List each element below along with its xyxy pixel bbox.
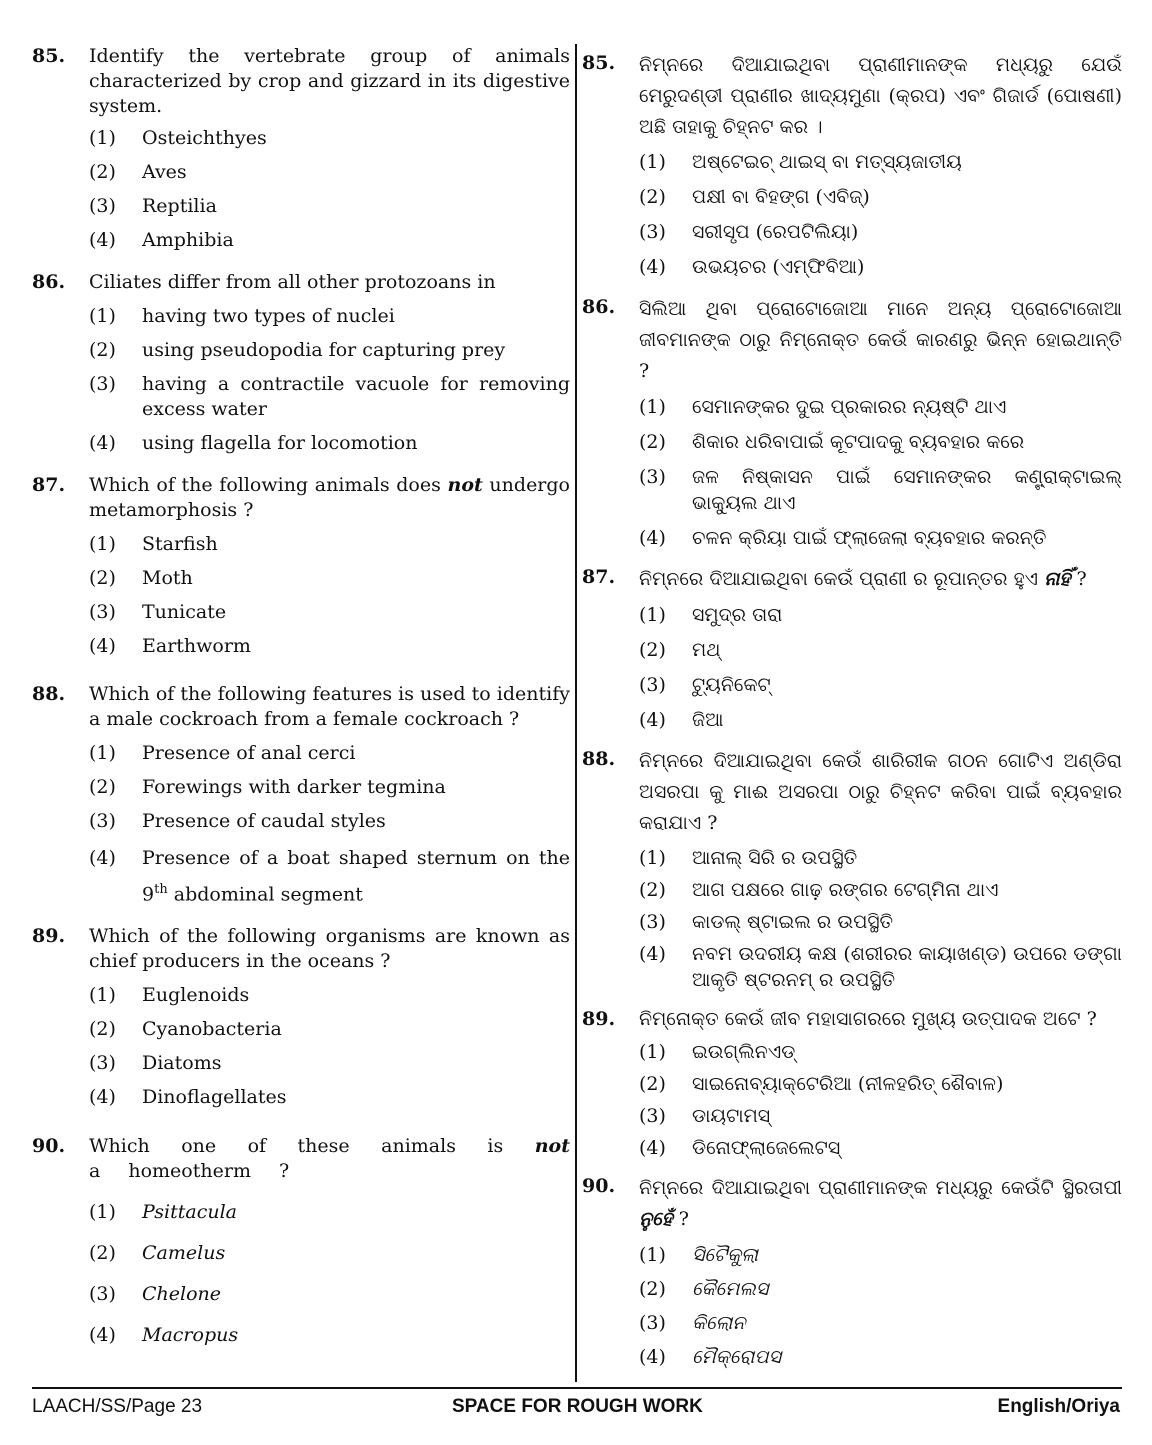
option-number: (1) [639, 1244, 666, 1266]
option-number: (3) [639, 674, 666, 696]
question-text [639, 1173, 1122, 1235]
page-code: LAACH/SS/Page 23 [32, 1396, 203, 1417]
option-text: ଚଳନ କ୍ରିୟା ପାଇଁ ଫ୍ଲାଜେଲା ବ୍ୟବହାର କରନ୍ତି [692, 527, 1047, 549]
question-number: 87. [582, 566, 616, 588]
option-text: ମୈକ୍ରୋପସ [692, 1346, 781, 1368]
option-text: ଟ୍ୟୁନିକେଟ୍ [692, 674, 771, 696]
option-number: (4) [639, 943, 666, 965]
option-number: (4) [89, 432, 116, 454]
option-number: (2) [89, 776, 116, 798]
option-text: Macropus [142, 1324, 239, 1347]
option-number: (3) [89, 601, 116, 623]
option-number: (3) [89, 373, 116, 395]
option-text: Chelone [142, 1283, 222, 1306]
option-text: କାଡଲ୍ ଷ୍ଟାଇଲ ର ଉପସ୍ଥିତି [692, 911, 894, 933]
option-number: (3) [639, 911, 666, 933]
question-text: ସିଲିଆ ଥିବା ପ୍ରୋଟୋଜୋଆ ମାନେ ଅନ୍ୟ ପ୍ରୋଟୋଜୋଆ ଜୀବମାନଙ୍କ ଠାରୁ ନିମ୍ନୋକ୍ତ କେଉଁ କାରଣରୁ ଭିନ୍ନ ହୋଇଥାନ୍ତି ? [639, 298, 1122, 382]
question-85-oriya [582, 50, 1122, 280]
option-text: ଜିଆ [692, 709, 724, 731]
question-88-oriya [582, 746, 1122, 993]
question-90-oriya [582, 1173, 1122, 1370]
option-text: using pseudopodia for capturing prey [142, 339, 506, 361]
option-text: ସମୁଦ୍ର ତାରା [692, 604, 783, 626]
option-text: having two types of nuclei [142, 305, 395, 327]
option-text: କିଲୋନ [692, 1312, 746, 1334]
question-emphasis: ନୁହେଁ [639, 1208, 673, 1230]
option-number: (3) [89, 1052, 116, 1075]
question-87 [32, 473, 570, 659]
question-87-oriya [582, 564, 1122, 733]
option-text: ଡାୟଟାମସ୍ [692, 1105, 771, 1127]
option-text: ଇଉଗ୍ଲିନଏଡ୍ [692, 1041, 796, 1063]
option-text: ଡିନୋଫ୍ଲାଜେଲେଟସ୍ [692, 1137, 841, 1159]
question-89 [32, 924, 570, 1110]
question-text-part: ନିମ୍ନରେ ଦିଆଯାଇଥିବା କେଉଁ ପ୍ରାଣୀ ର ରୂପାନ୍ତର ହୁଏ [639, 568, 1045, 590]
question-text-part: ? [672, 1208, 689, 1230]
option-text: Presence of anal cerci [142, 742, 356, 764]
question-number: 88. [32, 683, 66, 705]
option-number: (4) [639, 709, 666, 731]
option-number: (1) [639, 396, 666, 418]
option-text: Reptilia [142, 195, 217, 217]
question-text: Which of the following organisms are known as chief producers in the oceans ? [89, 925, 570, 973]
option-text: Amphibia [142, 229, 234, 251]
option-text-part: abdominal segment [167, 883, 363, 906]
option-text: ଆଗ ପକ୍ଷରେ ଗାଢ଼ ରଙ୍ଗର ଟେଗ୍‌ମିନା ଥାଏ [692, 879, 999, 901]
rough-work-label: SPACE FOR ROUGH WORK [452, 1396, 703, 1417]
question-text [89, 473, 570, 523]
question-number: 89. [582, 1008, 616, 1030]
option-number: (4) [89, 1324, 116, 1347]
question-86-oriya [582, 294, 1122, 551]
question-text-part: ନିମ୍ନରେ ଦିଆଯାଇଥିବା ପ୍ରାଣୀମାନଙ୍କ ମଧ୍ୟରୁ କେଉଁଟି ସ୍ଥିରତାପୀ [639, 1177, 1122, 1199]
option-number: (2) [639, 186, 666, 208]
option-number: (4) [89, 1086, 116, 1109]
option-text: Starfish [142, 533, 218, 555]
question-number: 87. [32, 474, 66, 496]
question-text-part: undergo metamorphosis ? [89, 474, 570, 521]
option-text: Tunicate [142, 601, 227, 623]
option-number: (1) [89, 742, 116, 764]
question-number: 89. [32, 925, 66, 948]
question-text: Ciliates differ from all other protozoans in [89, 271, 496, 293]
option-number: (2) [639, 879, 666, 901]
option-text: Presence of caudal styles [142, 810, 386, 832]
option-text: Aves [142, 161, 187, 183]
option-number: (4) [89, 229, 116, 251]
option-text: having a contractile vacuole for removing excess water [142, 373, 570, 420]
option-text: ଶିକାର ଧରିବାପାଇଁ କୂଟପାଦକୁ ବ୍ୟବହାର କରେ [692, 431, 1025, 453]
option-number: (4) [639, 527, 666, 549]
option-number: (1) [89, 127, 116, 149]
option-text-part: Presence of a boat shaped sternum on the 9 [142, 847, 570, 906]
question-90 [32, 1134, 570, 1348]
option-number: (2) [639, 1278, 666, 1300]
option-number: (1) [89, 305, 116, 327]
question-text-part: Which of the following animals does [89, 474, 448, 496]
question-text-part: a homeotherm ? [89, 1160, 290, 1183]
option-number: (1) [639, 604, 666, 626]
english-column [32, 44, 570, 1348]
language-label: English/Oriya [997, 1396, 1120, 1417]
option-number: (2) [89, 161, 116, 183]
option-number: (1) [89, 984, 116, 1007]
option-number: (1) [89, 533, 116, 555]
option-text: ଆନାଲ୍ ସିରି ର ଉପସ୍ଥିତି [692, 847, 858, 869]
question-89-oriya [582, 1006, 1122, 1161]
option-number: (2) [89, 1242, 116, 1265]
question-number: 90. [582, 1175, 616, 1197]
question-88 [32, 682, 570, 910]
option-text: Psittacula [142, 1201, 237, 1224]
question-number: 88. [582, 748, 616, 770]
question-number: 86. [32, 271, 66, 293]
option-text: ସେମାନଙ୍କର ଦୁଇ ପ୍ରକାରର ନ୍ୟଷ୍ଟି ଥାଏ [692, 396, 1007, 418]
option-number: (1) [639, 847, 666, 869]
option-number: (3) [89, 1283, 116, 1306]
column-divider [575, 44, 577, 1382]
option-number: (3) [639, 1312, 666, 1334]
option-number: (2) [639, 431, 666, 453]
option-number: (3) [639, 221, 666, 243]
option-text: ସରୀସୃପ (ରେପଟିଲିୟା) [692, 221, 859, 243]
question-text: ନିମ୍ନରେ ଦିଆଯାଇଥିବା କେଉଁ ଶାରିରୀକ ଗଠନ ଗୋଟିଏ ଅଣ୍ଡିରା ଅସରପା କୁ ମାଈ ଅସରପା ଠାରୁ ଚିହ୍ନଟ କରିବା ପାଇଁ ବ୍ୟବହାର କରାଯାଏ ? [639, 750, 1122, 834]
option-text: Euglenoids [142, 984, 250, 1007]
question-85 [32, 44, 570, 253]
option-number: (1) [639, 1041, 666, 1063]
option-text: ଅଷ୍ଟେଇଚ୍ ଥାଇସ୍ ବା ମତ୍ସ୍ୟଜାତୀୟ [692, 151, 962, 173]
question-text: Identify the vertebrate group of animals characterized by crop and gizzard in its digestive system. [89, 45, 570, 117]
question-text: Which of the following features is used to identify a male cockroach from a female cockroach ? [89, 683, 570, 730]
option-number: (3) [89, 195, 116, 217]
option-number: (2) [639, 1073, 666, 1095]
option-text: ଜଳ ନିଷ୍କାସନ ପାଇଁ ସେମାନଙ୍କର କଣ୍ଟ୍ରାକ୍ଟାଇଲ୍ ଭାକ୍ୟୁଲ ଥାଏ [692, 466, 1122, 514]
option-text: Osteichthyes [142, 127, 267, 149]
question-text [639, 564, 1122, 595]
option-number: (3) [639, 1105, 666, 1127]
question-number: 85. [582, 52, 616, 74]
option-number: (3) [639, 466, 666, 488]
question-text [89, 1134, 570, 1184]
question-number: 85. [32, 45, 66, 67]
option-text: Camelus [142, 1242, 226, 1265]
option-text: ଉଭୟଚର (ଏମ୍ଫିବିଆ) [692, 256, 865, 278]
option-text: Dinoflagellates [142, 1086, 287, 1109]
footer-rule [32, 1387, 1122, 1389]
option-number: (4) [89, 847, 116, 869]
question-emphasis: not [447, 474, 483, 496]
option-text: Earthworm [142, 635, 251, 657]
option-number: (4) [639, 1346, 666, 1368]
option-text: ପକ୍ଷୀ ବା ବିହଙ୍ଗ (ଏବିଜ୍) [692, 186, 870, 208]
question-text-part: Which one of these animals is [89, 1135, 535, 1158]
option-text: ନବମ ଉଦରୀୟ କକ୍ଷ (ଶରୀରର କାୟାଖଣ୍ଡ) ଉପରେ ଡଙ୍ଗା ଆକୃତି ଷ୍ଟରନମ୍ ର ଉପସ୍ଥିତି [692, 943, 1122, 991]
option-text: Moth [142, 567, 193, 589]
option-text: ସିଟୈକୁଲା [692, 1244, 758, 1266]
question-number: 86. [582, 296, 616, 318]
option-number: (2) [89, 339, 116, 361]
question-number: 90. [32, 1135, 66, 1158]
option-number: (4) [89, 635, 116, 657]
option-number: (3) [89, 810, 116, 832]
option-number: (4) [639, 256, 666, 278]
question-text: ନିମ୍ନରେ ଦିଆଯାଇଥିବା ପ୍ରାଣୀମାନଙ୍କ ମଧ୍ୟରୁ ଯେଉଁ ମେରୁଦଣ୍ଡୀ ପ୍ରାଣୀର ଖାଦ୍ୟମୁଣା (କ୍ରପ) ଏବଂ ଗିଜାର୍ଡ (ପୋଷଣୀ) ଅଛି ତାହାକୁ ଚିହ୍ନଟ କର । [639, 54, 1122, 138]
oriya-column [582, 50, 1122, 1370]
option-text [142, 843, 570, 910]
question-text-part: ? [1070, 568, 1087, 590]
option-text: Forewings with darker tegmina [142, 776, 446, 798]
option-number: (2) [639, 639, 666, 661]
question-emphasis: ନାହିଁ [1044, 568, 1071, 590]
option-number: (2) [89, 1018, 116, 1041]
option-text: Diatoms [142, 1052, 222, 1075]
option-number: (1) [89, 1201, 116, 1224]
option-text: using flagella for locomotion [142, 432, 418, 454]
option-text: Cyanobacteria [142, 1018, 282, 1041]
option-number: (1) [639, 151, 666, 173]
option-number: (2) [89, 567, 116, 589]
option-text: ମଥ୍ [692, 639, 721, 661]
question-emphasis: not [534, 1135, 570, 1158]
option-text: ସାଇନୋବ୍ୟାକ୍‌ଟେରିଆ (ନୀଳହରିତ୍ ଶୈବାଳ) [692, 1073, 1004, 1095]
question-86 [32, 270, 570, 456]
ordinal-superscript: th [154, 882, 168, 897]
option-number: (4) [639, 1137, 666, 1159]
option-text: କୈମେଲସ [692, 1278, 769, 1300]
question-text: ନିମ୍ନୋକ୍ତ କେଉଁ ଜୀବ ମହାସାଗରରେ ମୁଖ୍ୟ ଉତ୍ପାଦକ ଅଟେ ? [639, 1008, 1097, 1030]
